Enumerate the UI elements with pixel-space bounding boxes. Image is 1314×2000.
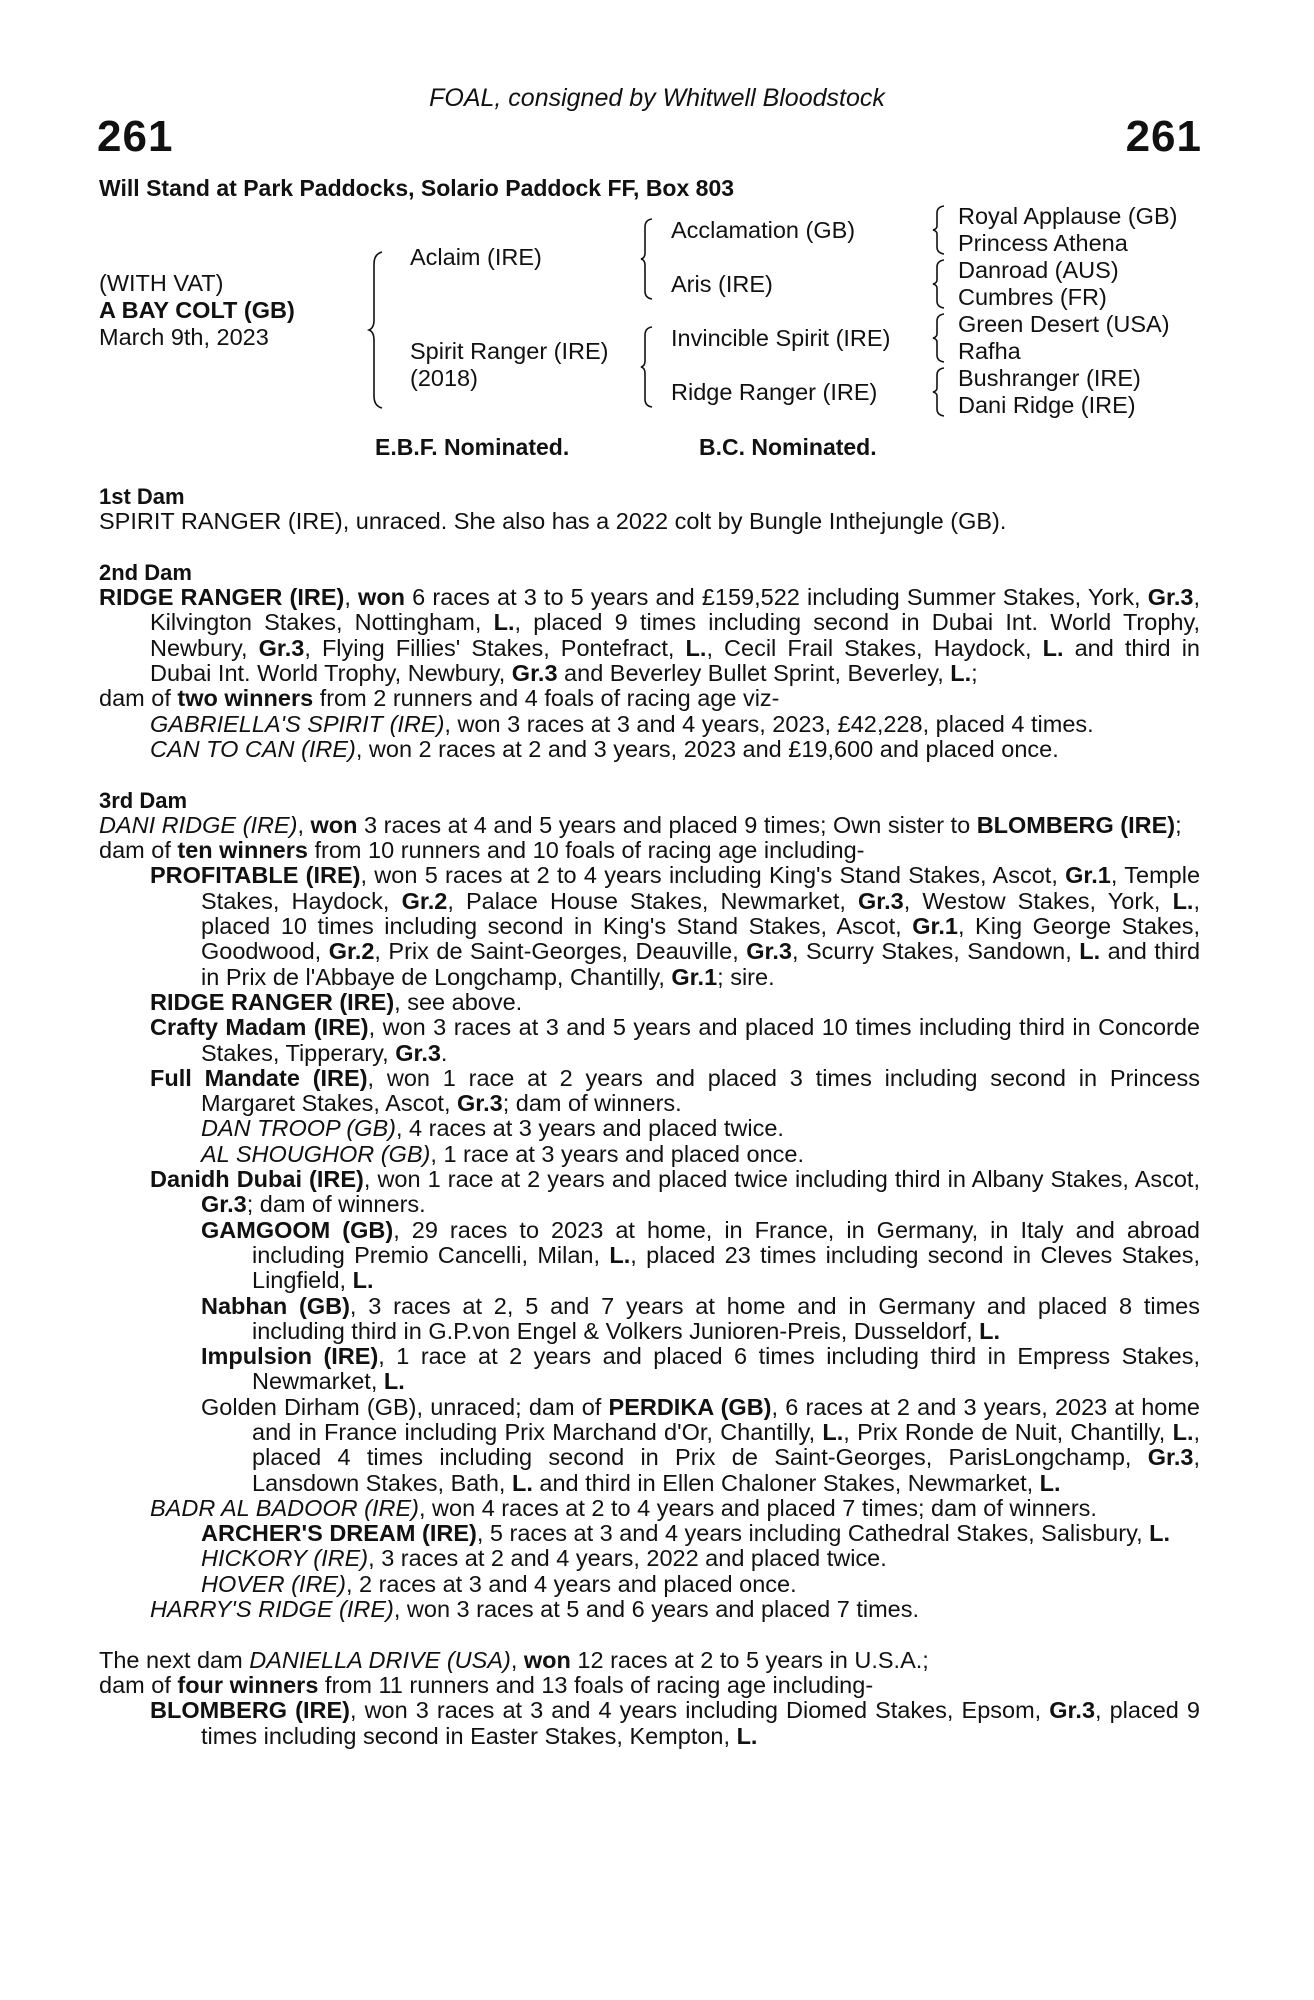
text: ; — [1175, 811, 1182, 838]
text: and third in Prix de l'Abbaye de Longchamp, Chantilly, — [201, 938, 1201, 990]
bold-text: Gr.3 — [395, 1039, 441, 1066]
text: , Lansdown Stakes, Bath, — [252, 1444, 1200, 1496]
produce-record — [99, 1572, 1200, 1597]
gen3-ancestor: Princess Athena — [958, 230, 1128, 256]
text: and third in Dubai Int. World Trophy, Newbury, — [150, 634, 1200, 687]
bold-text: Gr.3 — [201, 1191, 247, 1218]
produce-record — [99, 1546, 1200, 1571]
bc-nomination: B.C. Nominated. — [699, 434, 877, 460]
stand-location: Will Stand at Park Paddocks, Solario Paddock FF, Box 803 — [99, 175, 735, 201]
bold-text: Gr.1 — [1065, 862, 1111, 889]
text: , Scurry Stakes, Sandown, — [791, 938, 1080, 965]
bold-text: Gr.2 — [401, 887, 448, 914]
bold-text: L. — [950, 660, 972, 687]
text: , placed 4 times including second in Prix de Saint-Georges, ParisLongchamp, — [252, 1418, 1201, 1471]
gen3-ancestor: Dani Ridge (IRE) — [958, 392, 1136, 418]
text: , placed 9 times including second in Easter Stakes, Kempton, — [201, 1697, 1201, 1749]
text: , 3 races at 2, 5 and 7 years at home and in Germany and placed 8 times including third in G.P.von Engel & Volkers Junioren-Preis, Dusseldorf, — [252, 1292, 1200, 1344]
produce-record — [99, 1648, 1200, 1673]
bold-text: L. — [493, 609, 515, 636]
produce-record — [99, 1116, 1200, 1141]
consignor-line: FOAL, consigned by Whitwell Bloodstock — [429, 84, 885, 112]
text: , Prix de Saint-Georges, Deauville, — [374, 938, 747, 965]
sire-sire: Acclamation (GB) — [671, 217, 856, 243]
bold-text: Gr.3 — [457, 1090, 503, 1117]
gen3-ancestor: Green Desert (USA) — [958, 311, 1170, 337]
text: , — [344, 584, 359, 611]
produce-record — [99, 1015, 1200, 1066]
text: from 2 runners and 4 foals of racing age viz- — [313, 685, 780, 712]
text: dam of — [99, 837, 178, 864]
foaling-date: March 9th, 2023 — [99, 324, 269, 350]
text: 6 races at 3 to 5 years and £159,522 including Summer Stakes, York, — [405, 584, 1148, 611]
bold-text: ARCHER'S DREAM (IRE) — [201, 1520, 477, 1547]
text: ; sire. — [717, 963, 775, 990]
text: , won 3 races at 3 and 5 years and placed 10 times including third in Concorde Stakes, Tipperary, — [201, 1014, 1200, 1066]
bold-text: Full Mandate (IRE) — [150, 1064, 368, 1091]
text: and Beverley Bullet Sprint, Beverley, — [557, 660, 951, 687]
bold-text: L. — [1039, 1469, 1061, 1496]
bold-text: won — [523, 1646, 571, 1673]
gen3-ancestor: Rafha — [958, 338, 1021, 364]
dam-section — [99, 484, 1200, 535]
italic-text: BADR AL BADOOR (IRE) — [150, 1494, 419, 1521]
bold-text: L. — [685, 634, 707, 661]
bold-text: won — [358, 584, 406, 611]
catalogue-body — [99, 484, 1200, 1774]
produce-record — [99, 1167, 1200, 1218]
text: ; dam of winners. — [246, 1191, 426, 1218]
bold-text: BLOMBERG (IRE) — [976, 811, 1176, 838]
bold-text: PROFITABLE (IRE) — [150, 862, 361, 889]
text: , won 3 races at 3 and 4 years, 2023, £42,228, placed 4 times. — [444, 710, 1094, 737]
bold-text: L. — [383, 1368, 405, 1395]
lot-number-left: 261 — [97, 112, 174, 161]
bold-text: L. — [736, 1722, 758, 1749]
produce-record — [99, 838, 1200, 863]
text: , won 1 race at 2 years and placed 3 times including second in Princess Margaret Stakes, Ascot, — [201, 1064, 1200, 1117]
produce-record — [99, 1698, 1200, 1749]
bold-text: four winners — [177, 1671, 319, 1698]
text: from 10 runners and 10 foals of racing age including- — [307, 837, 865, 864]
italic-text: HARRY'S RIDGE (IRE) — [150, 1596, 394, 1623]
produce-record — [99, 1496, 1200, 1521]
bold-text: L. — [1149, 1520, 1171, 1547]
gen3-ancestor: Royal Applause (GB) — [958, 203, 1178, 229]
bold-text: Gr.3 — [858, 887, 904, 914]
pedigree-brace-3d — [932, 366, 948, 418]
text: , 2 races at 3 and 4 years and placed once. — [345, 1570, 797, 1597]
pedigree-brace-1 — [368, 250, 388, 410]
text: , 1 race at 3 years and placed once. — [430, 1140, 805, 1167]
text: , 6 races at 2 and 3 years, 2023 at home and in France including Prix Marchand d'Or, Chantilly, — [252, 1393, 1200, 1445]
text: 3 races at 4 and 5 years and placed 9 times; Own sister to — [357, 811, 977, 838]
text: , won 1 race at 2 years and placed twice including third in Albany Stakes, Ascot, — [363, 1166, 1200, 1193]
ebf-nomination: E.B.F. Nominated. — [375, 434, 570, 460]
bold-text: Crafty Madam (IRE) — [150, 1014, 369, 1041]
gen3-ancestor: Bushranger (IRE) — [958, 365, 1141, 391]
italic-text: HICKORY (IRE) — [201, 1545, 369, 1572]
italic-text: HOVER (IRE) — [201, 1570, 346, 1597]
pedigree-brace-3a — [932, 204, 948, 256]
produce-record — [99, 1395, 1200, 1496]
bold-text: L. — [979, 1317, 1001, 1344]
produce-record — [99, 1142, 1200, 1167]
italic-text: DANIELLA DRIVE (USA) — [249, 1646, 511, 1673]
text: The next dam — [99, 1646, 250, 1673]
text: SPIRIT RANGER (IRE), unraced. She also has a 2022 colt by Bungle Inthejungle (GB). — [99, 508, 1007, 535]
bold-text: Gr.3 — [258, 634, 305, 661]
produce-record — [99, 712, 1200, 737]
bold-text: ten winners — [177, 837, 308, 864]
bold-text: two winners — [177, 685, 314, 712]
produce-record — [99, 1521, 1200, 1546]
text: , won 3 races at 3 and 4 years including Diomed Stakes, Epsom, — [349, 1697, 1050, 1724]
text: , Prix Ronde de Nuit, Chantilly, — [843, 1418, 1173, 1445]
dam: Spirit Ranger (IRE) — [410, 338, 609, 364]
text: , — [510, 1646, 524, 1673]
bold-text: L. — [1172, 1418, 1194, 1445]
text: dam of — [99, 1671, 178, 1698]
bold-text: Gr.3 — [1147, 584, 1194, 611]
bold-text: GAMGOOM (GB) — [201, 1216, 394, 1243]
text: Golden Dirham (GB), unraced; dam of — [201, 1393, 609, 1420]
pedigree-brace-3c — [932, 312, 948, 364]
italic-text: CAN TO CAN (IRE) — [150, 735, 356, 762]
bold-text: Gr.1 — [671, 963, 718, 990]
dam-section — [99, 1648, 1200, 1749]
text: , won 3 races at 5 and 6 years and placed 7 times. — [393, 1596, 919, 1623]
text: , Temple Stakes, Haydock, — [201, 862, 1201, 914]
produce-record — [99, 813, 1200, 838]
produce-record — [99, 1066, 1200, 1117]
text: , — [297, 811, 311, 838]
text: , see above. — [394, 988, 523, 1015]
bold-text: RIDGE RANGER (IRE) — [99, 584, 345, 611]
dam-section — [99, 788, 1200, 1623]
bold-text: won — [310, 811, 358, 838]
bold-text: L. — [511, 1469, 533, 1496]
produce-record — [99, 1344, 1200, 1395]
produce-record — [99, 1294, 1200, 1345]
text: dam of — [99, 685, 178, 712]
dam-dam: Ridge Ranger (IRE) — [671, 379, 878, 405]
text: , placed 23 times including second in Cleves Stakes, Lingfield, — [252, 1241, 1200, 1294]
bold-text: Danidh Dubai (IRE) — [150, 1166, 364, 1193]
text: , 4 races at 3 years and placed twice. — [395, 1115, 784, 1142]
produce-record — [99, 686, 1200, 711]
sire: Aclaim (IRE) — [410, 244, 542, 270]
section-heading: 1st Dam — [99, 484, 185, 509]
bold-text: L. — [352, 1267, 374, 1294]
section-heading: 3rd Dam — [99, 787, 188, 813]
pedigree-brace-3b — [932, 258, 948, 310]
section-heading: 2nd Dam — [99, 559, 192, 585]
produce-record — [99, 585, 1200, 686]
dam-year: (2018) — [410, 365, 478, 391]
bold-text: BLOMBERG (IRE) — [150, 1697, 350, 1724]
text: from 11 runners and 13 foals of racing age including- — [318, 1671, 874, 1698]
bold-text: Gr.3 — [1049, 1697, 1096, 1724]
bold-text: Impulsion (IRE) — [201, 1343, 379, 1370]
text: , won 4 races at 2 to 4 years and placed 7 times; dam of winners. — [419, 1494, 1097, 1521]
text: , won 2 races at 2 and 3 years, 2023 and £19,600 and placed once. — [355, 735, 1059, 762]
produce-record — [99, 1218, 1200, 1294]
dam-section — [99, 560, 1200, 762]
italic-text: DANI RIDGE (IRE) — [99, 811, 298, 838]
text: , Cecil Frail Stakes, Haydock, — [706, 634, 1043, 661]
gen3-ancestor: Danroad (AUS) — [958, 257, 1119, 283]
produce-record — [99, 737, 1200, 762]
bold-text: L. — [1079, 938, 1101, 965]
text: . — [440, 1039, 448, 1066]
horse-name: A BAY COLT (GB) — [99, 297, 295, 323]
gen3-ancestor: Cumbres (FR) — [958, 284, 1107, 310]
text: , King George Stakes, Goodwood, — [201, 913, 1201, 965]
text: ; — [971, 660, 978, 687]
text: , 5 races at 3 and 4 years including Cathedral Stakes, Salisbury, — [476, 1520, 1150, 1547]
bold-text: PERDIKA (GB) — [608, 1393, 772, 1420]
text: , 1 race at 2 years and placed 6 times including third in Empress Stakes, Newmarket, — [252, 1343, 1200, 1395]
bold-text: Gr.3 — [1147, 1444, 1194, 1471]
produce-record — [99, 1597, 1200, 1622]
pedigree-brace-2b — [640, 325, 656, 409]
vat-note: (WITH VAT) — [99, 270, 224, 296]
bold-text: Gr.3 — [746, 938, 792, 965]
text: , 29 races to 2023 at home, in France, in Germany, in Italy and abroad including Premio Cancelli, Milan, — [252, 1216, 1201, 1268]
bold-text: L. — [1042, 634, 1064, 661]
text: ; dam of winners. — [502, 1090, 682, 1117]
text: , Flying Fillies' Stakes, Pontefract, — [304, 634, 686, 661]
bold-text: L. — [822, 1418, 844, 1445]
bold-text: L. — [1172, 887, 1194, 914]
lot-number-right: 261 — [1125, 112, 1202, 161]
produce-record — [99, 1673, 1200, 1698]
produce-record — [99, 509, 1200, 534]
text: , won 5 races at 2 to 4 years including King's Stand Stakes, Ascot, — [360, 862, 1066, 889]
bold-text: L. — [609, 1241, 631, 1268]
bold-text: RIDGE RANGER (IRE) — [150, 988, 395, 1015]
bold-text: Nabhan (GB) — [201, 1292, 350, 1319]
italic-text: GABRIELLA'S SPIRIT (IRE) — [150, 710, 445, 737]
italic-text: DAN TROOP (GB) — [201, 1115, 396, 1142]
bold-text: Gr.3 — [511, 660, 558, 687]
pedigree-brace-2a — [640, 217, 656, 301]
bold-text: Gr.1 — [912, 913, 958, 940]
text: and third in Ellen Chaloner Stakes, Newmarket, — [532, 1469, 1040, 1496]
text: , 3 races at 2 and 4 years, 2022 and placed twice. — [368, 1545, 887, 1572]
italic-text: AL SHOUGHOR (GB) — [201, 1140, 431, 1167]
text: , Palace House Stakes, Newmarket, — [447, 887, 859, 914]
produce-record — [99, 990, 1200, 1015]
bold-text: Gr.2 — [328, 938, 375, 965]
text: , placed 10 times including second in King's Stand Stakes, Ascot, — [201, 887, 1200, 940]
horse-info — [99, 270, 295, 351]
text: , Kilvington Stakes, Nottingham, — [150, 584, 1200, 636]
text: , placed 9 times including second in Dubai Int. World Trophy, Newbury, — [150, 609, 1200, 661]
produce-record — [99, 863, 1200, 989]
sire-dam: Aris (IRE) — [671, 271, 773, 297]
dam-sire: Invincible Spirit (IRE) — [671, 325, 891, 351]
text: 12 races at 2 to 5 years in U.S.A.; — [570, 1646, 929, 1673]
text: , Westow Stakes, York, — [903, 887, 1173, 914]
